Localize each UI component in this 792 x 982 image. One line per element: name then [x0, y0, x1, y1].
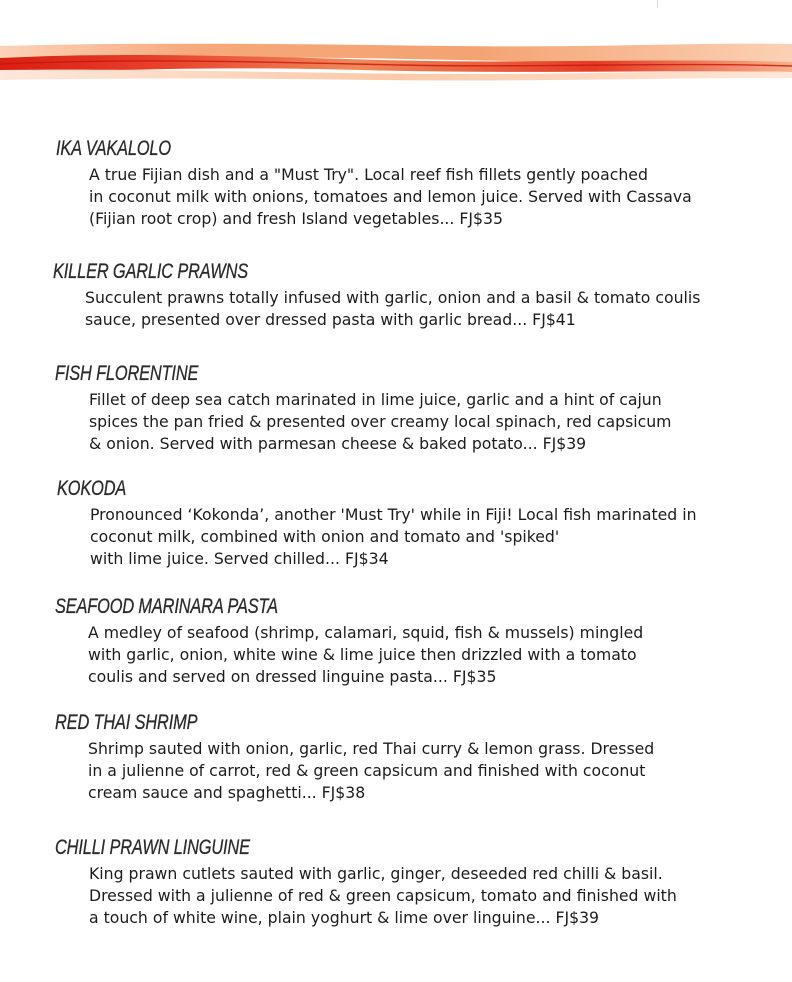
description-line: A true Fijian dish and a "Must Try". Local reef fish fillets gently poached	[89, 165, 648, 184]
description-line: coconut milk, combined with onion and tomato and 'spiked'	[90, 527, 560, 546]
description-line: a touch of white wine, plain yoghurt & lime over linguine... FJ$39	[89, 908, 600, 927]
description-line: King prawn cutlets sauted with garlic, ginger, deseeded red chilli & basil.	[89, 864, 663, 883]
item-title: FISH FLORENTINE	[55, 362, 199, 385]
item-title: RED THAI SHRIMP	[55, 711, 198, 734]
description-line: & onion. Served with parmesan cheese & baked potato... FJ$39	[89, 434, 587, 453]
description-line: sauce, presented over dressed pasta with garlic bread... FJ$41	[85, 310, 576, 329]
item-title: IKA VAKALOLO	[56, 137, 171, 160]
item-description	[89, 389, 671, 455]
item-title: KOKODA	[57, 477, 127, 500]
description-line: with garlic, onion, white wine & lime juice then drizzled with a tomato	[88, 645, 637, 664]
description-line: in a julienne of carrot, red & green capsicum and finished with coconut	[88, 761, 646, 780]
item-description	[89, 863, 677, 929]
description-line: Pronounced ‘Kokonda’, another 'Must Try' while in Fiji! Local fish marinated in	[90, 505, 697, 524]
item-description	[90, 504, 697, 570]
item-description	[88, 738, 654, 804]
item-title: KILLER GARLIC PRAWNS	[53, 260, 249, 283]
description-line: cream sauce and spaghetti... FJ$38	[88, 783, 366, 802]
description-line: coulis and served on dressed linguine pasta... FJ$35	[88, 667, 497, 686]
description-line: Dressed with a julienne of red & green capsicum, tomato and finished with	[89, 886, 677, 905]
description-line: Succulent prawns totally infused with garlic, onion and a basil & tomato coulis	[85, 288, 701, 307]
description-line: with lime juice. Served chilled... FJ$34	[90, 549, 389, 568]
item-description	[89, 164, 692, 230]
description-line: (Fijian root crop) and fresh Island vegetables... FJ$35	[89, 209, 503, 228]
description-line: spices the pan fried & presented over creamy local spinach, red capsicum	[89, 412, 672, 431]
item-title: SEAFOOD MARINARA PASTA	[55, 595, 278, 618]
item-description	[85, 287, 700, 331]
description-line: A medley of seafood (shrimp, calamari, squid, fish & mussels) mingled	[88, 623, 644, 642]
description-line: in coconut milk with onions, tomatoes and lemon juice. Served with Cassava	[89, 187, 692, 206]
item-title: CHILLI PRAWN LINGUINE	[55, 836, 250, 859]
description-line: Fillet of deep sea catch marinated in lime juice, garlic and a hint of cajun	[89, 390, 662, 409]
header-swoosh-banner	[0, 40, 792, 90]
item-description	[88, 622, 643, 688]
description-line: Shrimp sauted with onion, garlic, red Thai curry & lemon grass. Dressed	[88, 739, 655, 758]
page-edge-tick	[657, 0, 658, 8]
